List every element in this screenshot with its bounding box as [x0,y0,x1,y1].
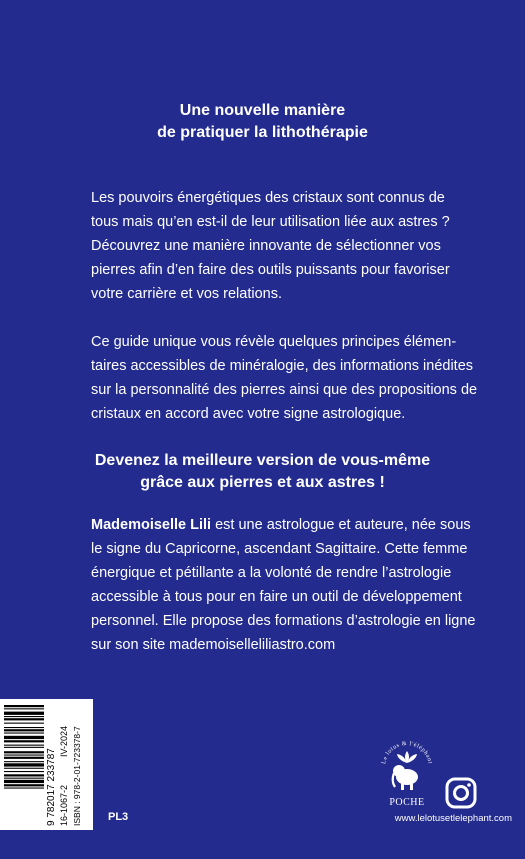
author-bio-text: est une astrologue et auteure, née sous [211,517,471,533]
isbn-number: ISBN : 978-2-01-723378-7 [72,726,82,826]
text-line [91,513,471,537]
description-paragraph-1 [91,186,450,306]
logo-arc-text: Le lotus & l'éléphant [381,740,433,765]
text-line: votre carrière et vos relations. [91,286,282,302]
text-line: le signe du Capricorne, ascendant Sagittaire. Cette femme [91,541,468,557]
text-line: accessible à tous pour en faire un outil de développement [91,589,462,605]
tagline-line-1: Une nouvelle manière [179,102,346,119]
text-line: tous mais qu’en est-il de leur utilisation liée aux astres ? [91,214,450,230]
text-line: taires accessibles de minéralogie, des informations inédites [91,358,474,374]
cta-line-1: Devenez la meilleure version de vous-même [94,452,431,469]
isbn-barcode [0,699,93,830]
price-code: PL3 [108,811,129,823]
text-line: Découvrez une manière innovante de sélectionner vos [91,238,441,254]
publisher-website[interactable]: www.lelotusetlelephant.com [394,813,512,824]
text-line: pierres afin d’en faire des outils puissants pour favoriser [91,262,450,278]
collection-label: POCHE [389,797,425,808]
text-line: personnel. Elle propose des formations d’astrologie en ligne [91,613,476,629]
tagline-heading [0,100,525,144]
cta-line-2: grâce aux pierres et aux astres ! [140,474,385,491]
barcode-digits: 9 782017 233787 [46,748,57,826]
barcode-code-1: 16-1067-2 [59,784,69,826]
text-line: Les pouvoirs énergétiques des cristaux sont connus de [91,190,445,206]
tagline-line-2: de pratiquer la lithothérapie [157,124,368,141]
text-line: cristaux en accord avec votre signe astrologique. [91,406,406,422]
text-line: Ce guide unique vous révèle quelques principes élémen- [91,334,457,350]
author-name: Mademoiselle Lili [91,517,212,533]
text-line: sur la personnalité des pierres ainsi que des propositions de [91,382,478,398]
author-bio [91,513,476,657]
instagram-icon[interactable] [444,776,478,810]
barcode-code-2: IV-2024 [59,725,69,757]
description-paragraph-2 [91,330,478,426]
text-line: sur son site mademoiselleliliastro.com [91,637,336,653]
call-to-action-heading [0,450,525,494]
text-line: énergique et pétillante a la volonté de rendre l’astrologie [91,565,452,581]
